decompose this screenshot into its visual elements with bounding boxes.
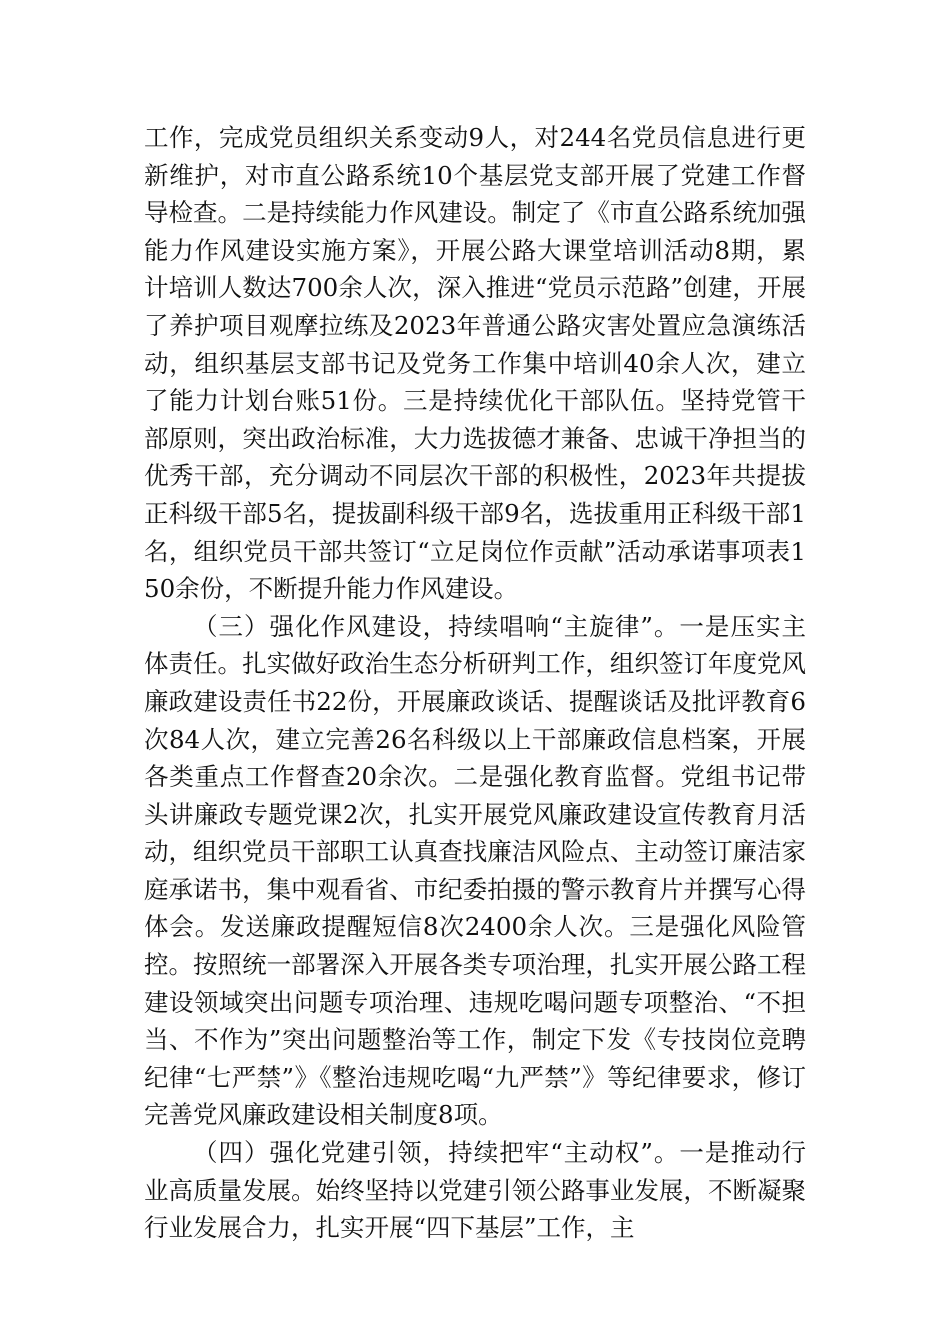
document-body — [144, 119, 806, 1247]
paragraph-section-three-work-style: （三）强化作风建设，持续唱响“主旋律”。一是压实主体责任。扎实做好政治生态分析研判工作，组织签订年度党风廉政建设责任书22份，开展廉政谈话、提醒谈话及批评教育6次84人次，建立完善26名科级以上干部廉政信息档案，开展各类重点工作督查20余次。二是强化教育监督。党组书记带头讲廉政专题党课2次，扎实开展党风廉政建设宣传教育月活动，组织党员干部职工认真查找廉洁风险点、主动签订廉洁家庭承诺书，集中观看省、市纪委拍摄的警示教育片并撰写心得体会。发送廉政提醒短信8次2400余人次。三是强化风险管控。按照统一部署深入开展各类专项治理，扎实开展公路工程建设领域突出问题专项治理、违规吃喝问题专项整治、“不担当、不作为”突出问题整治等工作，制定下发《专技岗位竞聘纪律“七严禁”》《整治违规吃喝“九严禁”》等纪律要求，修订完善党风廉政建设相关制度8项。 — [144, 611, 806, 1130]
paragraph-party-building-continued: 工作，完成党员组织关系变动9人，对244名党员信息进行更新维护，对市直公路系统10个基层党支部开展了党建工作督导检查。二是持续能力作风建设。制定了《市直公路系统加强能力作风建设实施方案》，开展公路大课堂培训活动8期，累计培训人数达700余人次，深入推进“党员示范路”创建，开展了养护项目观摩拉练及2023年普通公路灾害处置应急演练活动，组织基层支部书记及党务工作集中培训40余人次，建立了能力计划台账51份。三是持续优化干部队伍。坚持党管干部原则，突出政治标准，大力选拔德才兼备、忠诚干净担当的优秀干部，充分调动不同层次干部的积极性，2023年共提拔正科级干部5名，提拔副科级干部9名，选拔重用正科级干部1名，组织党员干部共签订“立足岗位作贡献”活动承诺事项表150余份，不断提升能力作风建设。 — [144, 123, 806, 604]
paragraph-section-four-party-leadership: （四）强化党建引领，持续把牢“主动权”。一是推动行业高质量发展。始终坚持以党建引领公路事业发展，不断凝聚行业发展合力，扎实开展“四下基层”工作，主 — [144, 1138, 806, 1243]
